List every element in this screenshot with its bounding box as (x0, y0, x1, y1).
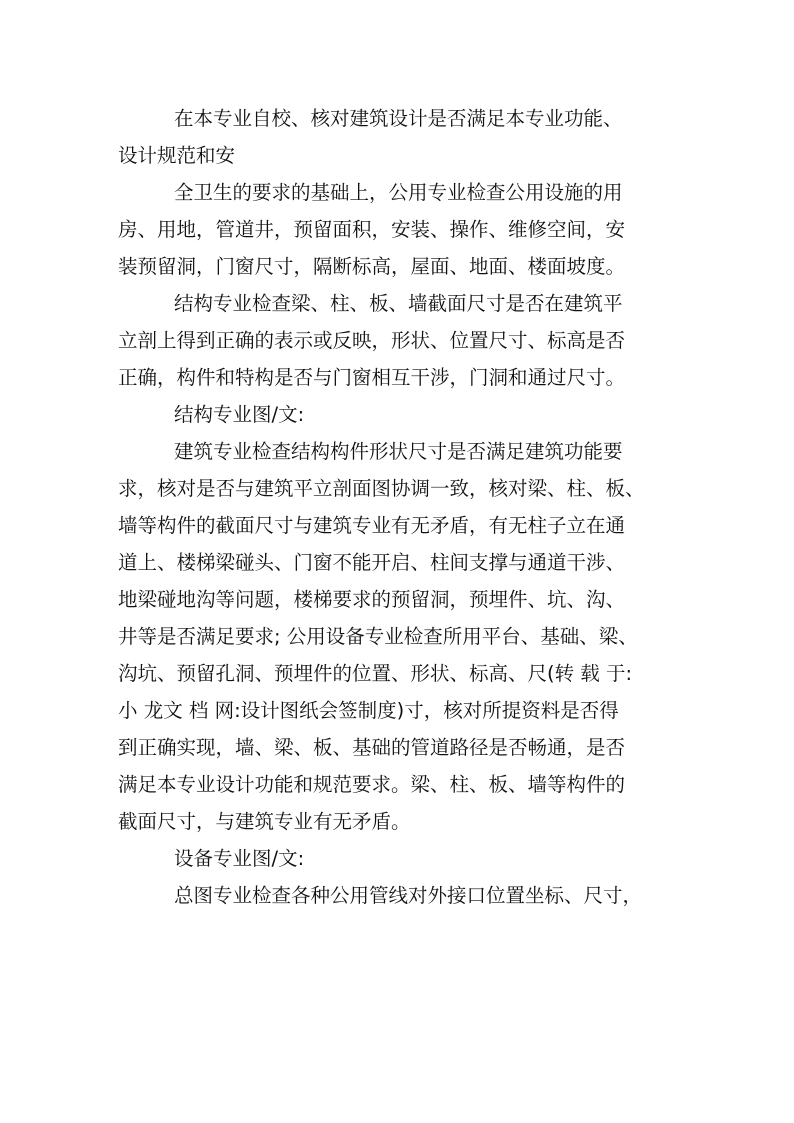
paragraph-line: 截面尺寸，与建筑专业有无矛盾。 (118, 810, 411, 833)
paragraph-line: 道上、楼梯梁碰头、门窗不能开启、柱间支撑与通道干涉、 (118, 551, 626, 574)
paragraph-line: 正确，构件和特构是否与门窗相互干涉，门洞和通过尺寸。 (118, 366, 626, 389)
section-heading: 结构专业图/文: (174, 403, 305, 426)
paragraph-line: 房、用地，管道井，预留面积，安装、操作、维修空间，安 (118, 218, 626, 241)
paragraph-line: 到正确实现，墙、梁、板、基础的管道路径是否畅通，是否 (118, 736, 626, 759)
paragraph-line: 结构专业检查梁、柱、板、墙截面尺寸是否在建筑平 (174, 292, 623, 315)
paragraph-line: 求，核对是否与建筑平立剖面图协调一致，核对梁、柱、板、 (118, 477, 645, 500)
paragraph-line: 建筑专业检查结构构件形状尺寸是否满足建筑功能要 (174, 440, 623, 463)
paragraph-line: 设计规范和安 (118, 144, 236, 167)
paragraph-line: 沟坑、预留孔洞、预埋件的位置、形状、标高、尺(转 载 于: (118, 662, 633, 685)
body-text (118, 100, 698, 914)
section-heading: 设备专业图/文: (174, 847, 305, 870)
paragraph-line: 装预留洞，门窗尺寸，隔断标高，屋面、地面、楼面坡度。 (118, 255, 626, 278)
paragraph-line: 全卫生的要求的基础上，公用专业检查公用设施的用 (174, 181, 623, 204)
paragraph-line: 立剖上得到正确的表示或反映，形状、位置尺寸、标高是否 (118, 329, 626, 352)
paragraph-line: 井等是否满足要求; 公用设备专业检查所用平台、基础、梁、 (118, 625, 638, 648)
paragraph-line: 地梁碰地沟等问题，楼梯要求的预留洞，预埋件、坑、沟、 (118, 588, 626, 611)
paragraph-line: 满足本专业设计功能和规范要求。梁、柱、板、墙等构件的 (118, 773, 626, 796)
paragraph-line: 在本专业自校、核对建筑设计是否满足本专业功能、 (174, 107, 623, 130)
paragraph-line: 总图专业检查各种公用管线对外接口位置坐标、尺寸， (174, 884, 643, 907)
paragraph-line: 小 龙文 档 网:设计图纸会签制度)寸，核对所提资料是否得 (118, 699, 619, 722)
paragraph-line: 墙等构件的截面尺寸与建筑专业有无矛盾，有无柱子立在通 (118, 514, 626, 537)
